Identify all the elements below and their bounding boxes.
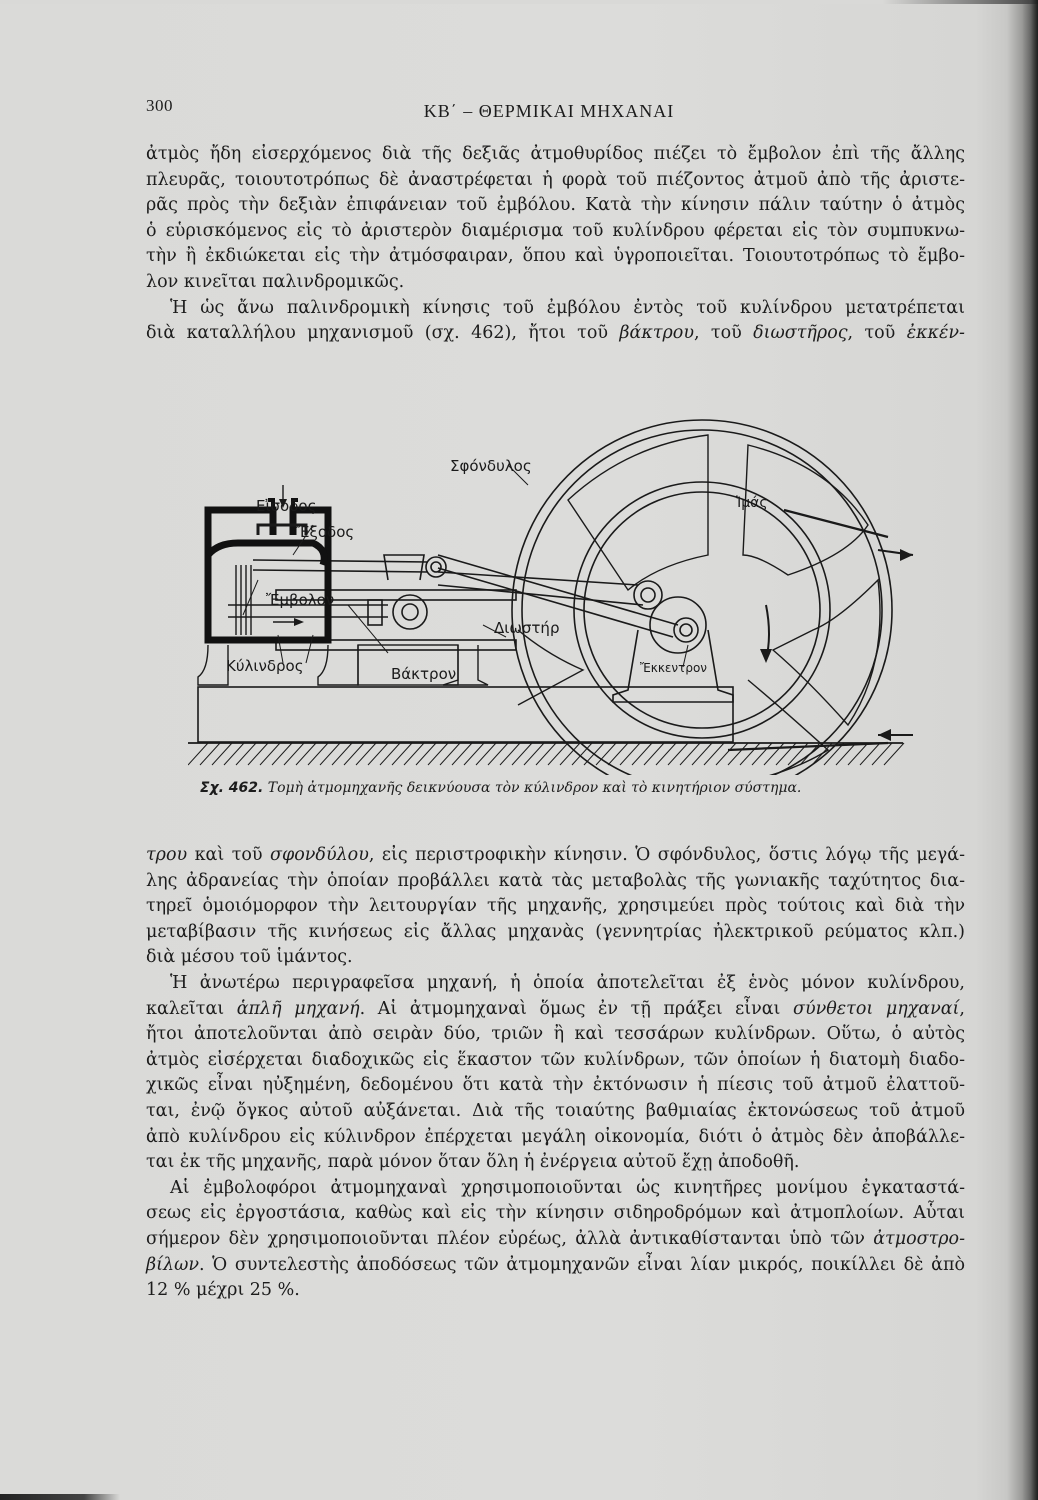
label-flywheel: Σφόνδυλος [450, 457, 532, 475]
text-line: ἤτοι ἀποτελοῦνται ἀπὸ σειρὰν δύο, τριῶν ἢ καὶ τεσσάρων κυλίνδρων. Οὕτω, ὁ αὐτὸς [146, 1024, 965, 1045]
text-line-italic-terms: τρου καὶ τοῦ σφονδύλου, εἰς περιστροφικὴν κίνησιν. Ὁ σφόνδυλος, ὅστις λόγῳ τῆς μεγά- [146, 845, 965, 865]
text-line: σεως εἰς ἐργοστάσια, καθὼς καὶ εἰς τὴν κίνησιν σιδηροδρόμων καὶ ἀτμοπλοίων. Αὗται [146, 1203, 965, 1224]
italic-term: διωστῆρος [753, 323, 848, 344]
label-belt: Ἱμάς [736, 495, 768, 511]
text-line-italic-terms: βίλων. Ὁ συντελεστὴς ἀποδόσεως τῶν ἀτμομηχανῶν εἶναι λίαν μικρός, ποικίλλει δὲ ἀπὸ [146, 1254, 965, 1275]
text-line: τὴν ἢ ἐκδιώκεται εἰς τὴν ἀτμόσφαιραν, ὅπου καὶ ὑγροποιεῖται. Τοιουτοτρόπως τὸ ἔμβο- [146, 246, 965, 267]
text-line: λον κινεῖται παλινδρομικῶς. [146, 271, 405, 292]
italic-term: βάκτρου [619, 323, 694, 344]
text-line: διὰ μέσου τοῦ ἱμάντος. [146, 947, 353, 968]
text-line: Ἡ ἀνωτέρω περιγραφεῖσα μηχανή, ἡ ὁποία ἀποτελεῖται ἐξ ἑνὸς μόνον κυλίνδρου, [170, 972, 965, 993]
text-line: τηρεῖ ὁμοιόμορφον τὴν λειτουργίαν τῆς μηχανῆς, χρησιμεύει πρὸς τούτοις καὶ διὰ τὴν [146, 896, 965, 917]
body-text-top [146, 142, 965, 347]
label-cylinder: Κύλινδρος [226, 657, 304, 675]
text-line: λης ἀδρανείας τὴν ὁποίαν προβάλλει κατὰ τὰς μεταβολὰς τῆς γωνιακῆς ταχύτητος δια- [146, 870, 965, 891]
text-line: ὁ εὑρισκόμενος εἰς τὸ ἀριστερὸν διαμέρισμα τοῦ κυλίνδρου φέρεται εἰς τὸν συμπυκνω- [146, 220, 965, 241]
text-line: ἀτμὸς εἰσέρχεται διαδοχικῶς εἰς ἕκαστον τῶν κυλίνδρων, τῶν ὁποίων ἡ διατομὴ διαδο- [146, 1049, 965, 1070]
figure-caption [200, 780, 920, 796]
text-line: πλευρᾶς, τοιουτοτρόπως δὲ ἀναστρέφεται ἡ φορὰ τοῦ πιέζοντος ἀτμοῦ ἀπὸ τῆς ἀριστε- [146, 169, 965, 190]
label-inlet: Εἴσοδος [256, 497, 317, 515]
page-bottom-edge [0, 1494, 120, 1500]
text-line: ται, ἐνῷ ὄγκος αὐτοῦ αὐξάνεται. Διὰ τῆς τοιαύτης βαθμιαίας ἐκτονώσεως τοῦ ἀτμοῦ [146, 1100, 965, 1121]
running-head: ΚΒ΄ – ΘΕΡΜΙΚΑΙ ΜΗΧΑΝΑΙ [423, 101, 675, 121]
label-outlet: Ἔξοδος [296, 523, 355, 541]
text-line-italic-terms: διὰ καταλλήλου μηχανισμοῦ (σχ. 462), ἤτοι τοῦ βάκτρου, τοῦ διωστῆρος, τοῦ ἐκκέν- [146, 323, 965, 344]
page-number: 300 [146, 96, 173, 115]
label-piston-rod: Βάκτρον [391, 665, 457, 683]
text-line-italic-terms: σήμερον δὲν χρησιμοποιοῦνται πλέον εὐρέως, ἀλλὰ ἀντικαθίστανται ὑπὸ τῶν ἀτμοστρο- [146, 1228, 965, 1249]
italic-term: βίλων [146, 1254, 199, 1275]
text-line: μεταβίβασιν τῆς κινήσεως εἰς ἄλλας μηχανὰς (γεννητρίας ἠλεκτρικοῦ ρεύματος κλπ.) [146, 921, 965, 942]
label-piston: Ἔμβολον [266, 591, 335, 609]
text-line: ρᾶς πρὸς τὴν δεξιὰν ἐπιφάνειαν τοῦ ἐμβόλου. Κατὰ τὴν κίνησιν πάλιν ταύτην ὁ ἀτμὸς [146, 195, 965, 216]
steam-engine-figure [188, 405, 928, 775]
text-line: 12 % μέχρι 25 %. [146, 1280, 300, 1301]
label-connecting-rod: Διωστήρ [494, 619, 560, 637]
italic-term: ἀτμοστρο- [873, 1228, 965, 1249]
italic-term: ἐκκέν- [906, 323, 965, 344]
caption-number: Σχ. 462. [200, 780, 264, 796]
steam-engine-diagram [188, 405, 928, 775]
text-line: Ἡ ὡς ἄνω παλινδρομικὴ κίνησις τοῦ ἐμβόλου ἐντὸς τοῦ κυλίνδρου μετατρέπεται [170, 297, 965, 318]
italic-term: σύνθετοι μηχαναί [793, 998, 960, 1019]
italic-term: σφονδύλου [270, 845, 369, 865]
text-line: ἀπὸ κυλίνδρου εἰς κύλινδρον ἐπέρχεται μεγάλη οἰκονομία, διότι ὁ ἀτμὸς δὲν ἀποβάλλε- [146, 1126, 965, 1147]
page-top-edge [0, 0, 1038, 4]
body-text-bottom [146, 843, 965, 1304]
label-eccentric: Ἔκκεντρον [640, 661, 708, 675]
binding-shadow [1022, 0, 1038, 1500]
italic-term: ἁπλῆ μηχανή [236, 998, 360, 1019]
text-line: ἀτμὸς ἤδη εἰσερχόμενος διὰ τῆς δεξιᾶς ἀτμοθυρίδος πιέζει τὸ ἔμβολον ἐπὶ τῆς ἄλλης [146, 144, 965, 164]
text-line: ται ἐκ τῆς μηχανῆς, παρὰ μόνον ὅταν ὅλη ἡ ἐνέργεια αὐτοῦ ἔχῃ ἀποδοθῆ. [146, 1152, 800, 1173]
italic-term: τρου [146, 845, 188, 865]
caption-text: Τομὴ ἀτμομηχανῆς δεικνύουσα τὸν κύλινδρον καὶ τὸ κινητήριον σύστημα. [267, 780, 802, 796]
text-line: Αἱ ἐμβολοφόροι ἀτμομηχαναὶ χρησιμοποιοῦνται ὡς κινητῆρες μονίμου ἐγκαταστά- [170, 1177, 965, 1198]
text-line: χικῶς εἶναι ηὐξημένη, δεδομένου ὅτι κατὰ τὴν ἐκτόνωσιν ἡ πίεσις τοῦ ἀτμοῦ ἐλαττοῦ- [146, 1075, 965, 1096]
text-line-italic-terms: καλεῖται ἁπλῆ μηχανή. Αἱ ἀτμομηχαναὶ ὅμως ἐν τῇ πράξει εἶναι σύνθετοι μηχαναί, [146, 998, 965, 1019]
